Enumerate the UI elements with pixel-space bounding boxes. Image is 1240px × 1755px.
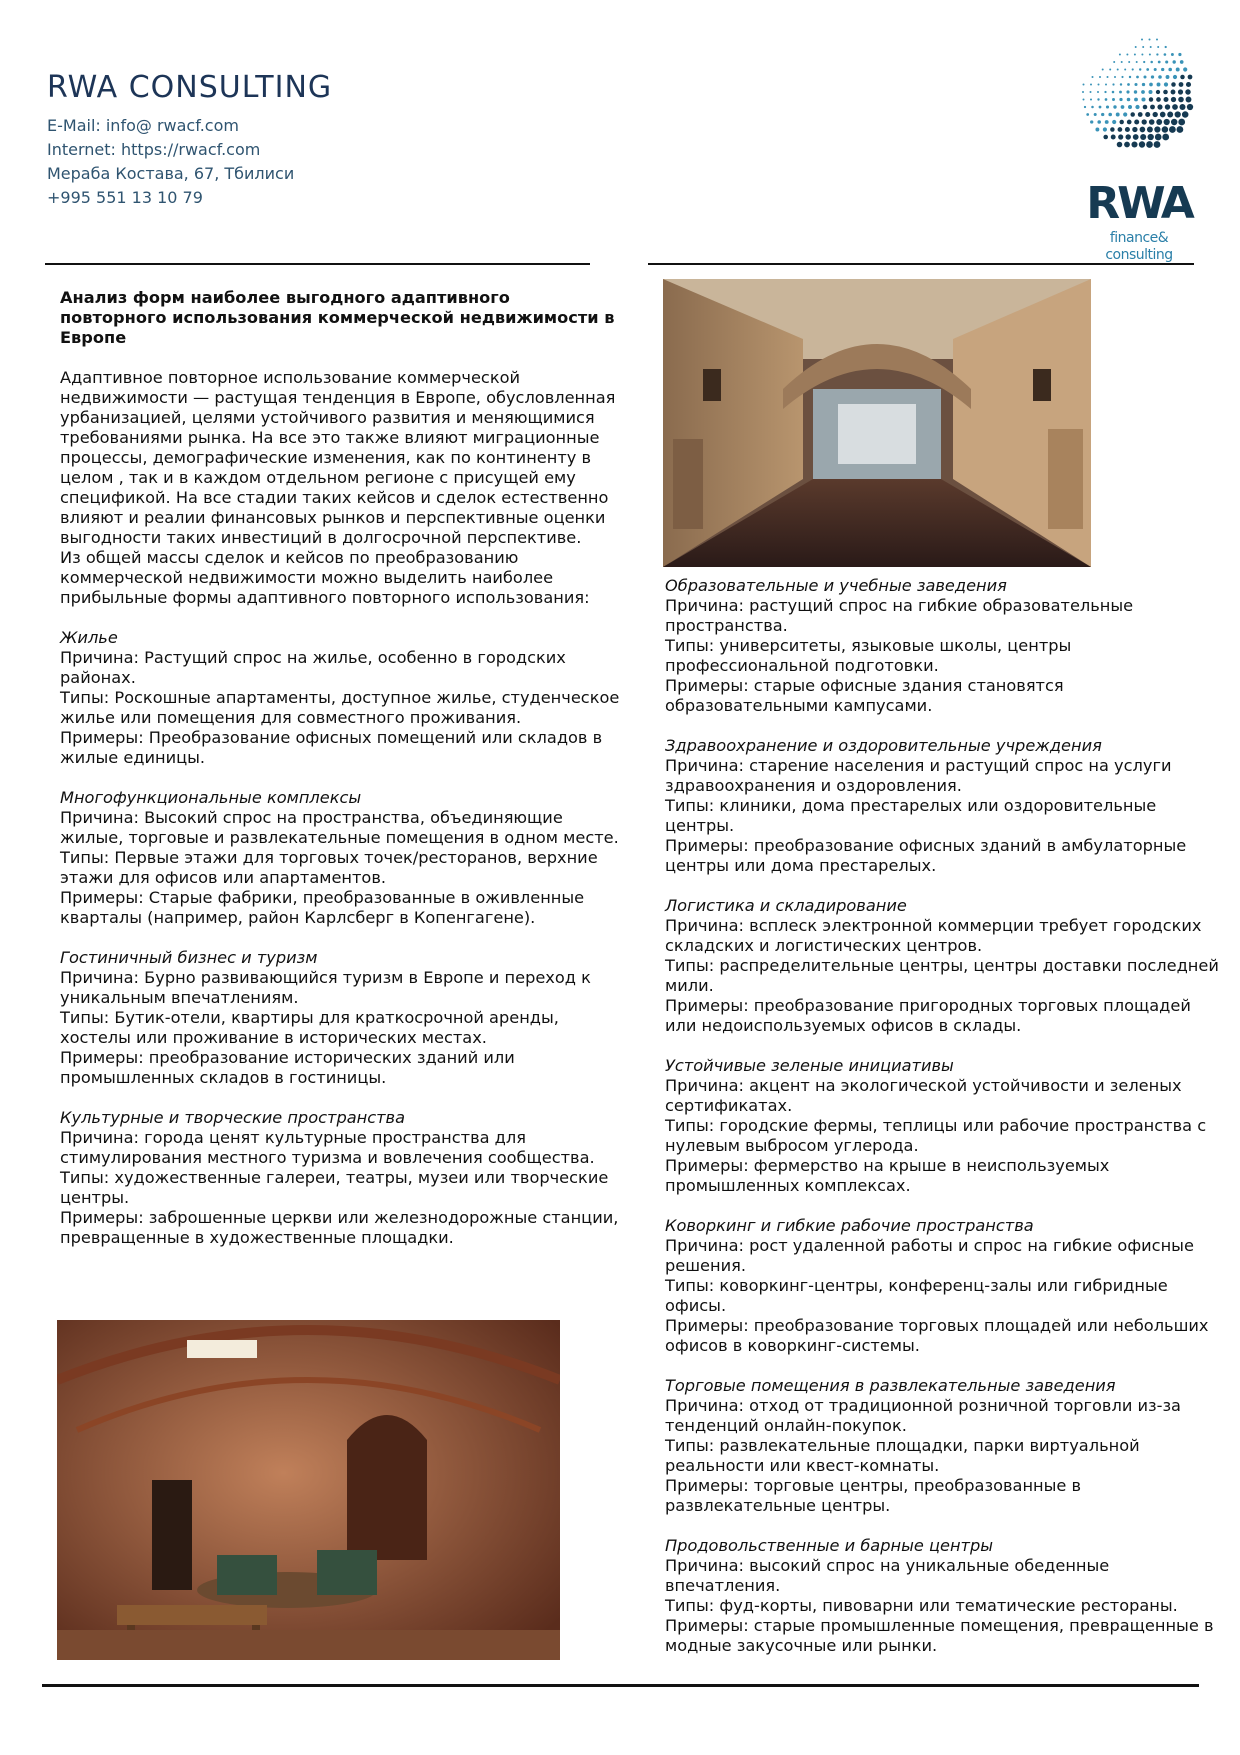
section-reason: Причина: растущий спрос на гибкие образовательные пространства.: [665, 596, 1134, 635]
section-types: Типы: городские фермы, теплицы или рабочие пространства с нулевым выбросом углерода.: [665, 1116, 1207, 1155]
section-hospitality: [60, 948, 620, 1088]
section-reason: Причина: старение населения и растущий спрос на услуги здравоохранения и оздоровления.: [665, 756, 1172, 795]
section-heading: Коворкинг и гибкие рабочие пространства: [665, 1216, 1034, 1235]
intro-paragraph-1: Адаптивное повторное использование коммерческой недвижимости — растущая тенденция в Европе, обусловленная урбанизацией, целями устойчивого развития и меняющимися требованиями рынка. На все это также влияют миграционные процессы, демографические изменения, как по континенту в целом , так и в каждом отдельном регионе с присущей ему спецификой. На все стадии таких кейсов и сделок естественно влияют и реалии финансовых рынков и перспективные оценки выгодности таких инвестиций в долгосрочной перспективе.: [60, 368, 616, 547]
section-reason: Причина: отход от традиционной розничной торговли из-за тенденций онлайн-покупок.: [665, 1396, 1181, 1435]
section-heading: Образовательные и учебные заведения: [665, 576, 1007, 595]
contact-phone: +995 551 13 10 79: [47, 188, 203, 207]
section-food: [665, 1536, 1225, 1656]
section-heading: Здравоохранение и оздоровительные учреждения: [665, 736, 1102, 755]
left-column: [60, 288, 620, 1248]
logo-mark: RWA: [1086, 178, 1192, 229]
footer-divider: [42, 1684, 1199, 1687]
section-housing: [60, 628, 620, 768]
section-heading: Логистика и складирование: [665, 896, 907, 915]
section-types: Типы: распределительные центры, центры доставки последней мили.: [665, 956, 1219, 995]
section-healthcare: [665, 736, 1225, 876]
section-reason: Причина: Растущий спрос на жилье, особенно в городских районах.: [60, 648, 566, 687]
dotted-globe-icon: [1080, 20, 1198, 170]
contact-address: Мераба Костава, 67, Тбилиси: [47, 164, 295, 183]
intro-paragraph-2: Из общей массы сделок и кейсов по преобразованию коммерческой недвижимости можно выделить наиболее прибыльные формы адаптивного повторного использования:: [60, 548, 590, 607]
section-reason: Причина: города ценят культурные пространства для стимулирования местного туризма и вовлечения сообщества.: [60, 1128, 595, 1167]
section-examples: Примеры: заброшенные церкви или железнодорожные станции, превращенные в художественные площадки.: [60, 1208, 619, 1247]
section-heading: Устойчивые зеленые инициативы: [665, 1056, 954, 1075]
section-green: [665, 1056, 1225, 1196]
company-name: RWA CONSULTING: [47, 70, 333, 105]
section-logistics: [665, 896, 1225, 1036]
contact-block: [47, 114, 294, 210]
company-logo: [1080, 20, 1198, 265]
section-entertainment: [665, 1376, 1225, 1516]
section-examples: Примеры: преобразование пригородных торговых площадей или недоиспользуемых офисов в склады.: [665, 996, 1191, 1035]
header-divider-right: [648, 263, 1194, 265]
section-heading: Многофункциональные комплексы: [60, 788, 362, 807]
section-examples: Примеры: старые промышленные помещения, превращенные в модные закусочные или рынки.: [665, 1616, 1214, 1655]
section-examples: Примеры: Преобразование офисных помещений или складов в жилые единицы.: [60, 728, 603, 767]
section-examples: Примеры: торговые центры, преобразованные в развлекательные центры.: [665, 1476, 1082, 1515]
section-examples: Примеры: Старые фабрики, преобразованные в оживленные кварталы (например, район Карлсберг в Копенгагене).: [60, 888, 585, 927]
contact-internet: Internet: https://rwacf.com: [47, 140, 261, 159]
section-reason: Причина: высокий спрос на уникальные обеденные впечатления.: [665, 1556, 1110, 1595]
section-types: Типы: художественные галереи, театры, музеи или творческие центры.: [60, 1168, 609, 1207]
section-heading: Культурные и творческие пространства: [60, 1108, 406, 1127]
section-reason: Причина: всплеск электронной коммерции требует городских складских и логистических центров.: [665, 916, 1202, 955]
section-examples: Примеры: преобразование исторических зданий или промышленных складов в гостиницы.: [60, 1048, 515, 1087]
section-heading: Торговые помещения в развлекательные заведения: [665, 1376, 1116, 1395]
section-heading: Жилье: [60, 628, 118, 647]
contact-email: E-Mail: info@ rwacf.com: [47, 116, 239, 135]
section-types: Типы: клиники, дома престарелых или оздоровительные центры.: [665, 796, 1157, 835]
section-cultural: [60, 1108, 620, 1248]
section-reason: Причина: рост удаленной работы и спрос на гибкие офисные решения.: [665, 1236, 1194, 1275]
section-reason: Причина: акцент на экологической устойчивости и зеленых сертификатах.: [665, 1076, 1182, 1115]
section-mixed-use: [60, 788, 620, 928]
header-divider-left: [45, 263, 590, 265]
arcade-photo: [663, 279, 1091, 567]
section-examples: Примеры: фермерство на крыше в неиспользуемых промышленных комплексах.: [665, 1156, 1110, 1195]
cellar-photo: [57, 1320, 560, 1660]
section-types: Типы: Роскошные апартаменты, доступное жилье, студенческое жилье или помещения для совместного проживания.: [60, 688, 620, 727]
section-examples: Примеры: преобразование торговых площадей или небольших офисов в коворкинг-системы.: [665, 1316, 1209, 1355]
section-education: [665, 576, 1225, 716]
section-types: Типы: развлекательные площадки, парки виртуальной реальности или квест-комнаты.: [665, 1436, 1140, 1475]
section-types: Типы: Первые этажи для торговых точек/ресторанов, верхние этажи для офисов или апартаментов.: [60, 848, 598, 887]
article-title: Анализ форм наиболее выгодного адаптивного повторного использования коммерческой недвижимости в Европе: [60, 288, 615, 347]
section-types: Типы: Бутик-отели, квартиры для краткосрочной аренды, хостелы или проживание в исторических местах.: [60, 1008, 559, 1047]
section-coworking: [665, 1216, 1225, 1356]
section-reason: Причина: Бурно развивающийся туризм в Европе и переход к уникальным впечатлениям.: [60, 968, 591, 1007]
section-heading: Продовольственные и барные центры: [665, 1536, 994, 1555]
right-column: [665, 576, 1225, 1656]
section-types: Типы: коворкинг-центры, конференц-залы или гибридные офисы.: [665, 1276, 1168, 1315]
section-examples: Примеры: преобразование офисных зданий в амбулаторные центры или дома престарелых.: [665, 836, 1187, 875]
logo-subtitle-line2: consulting: [1105, 247, 1173, 263]
logo-subtitle-line1: finance&: [1109, 230, 1169, 246]
section-types: Типы: университеты, языковые школы, центры профессиональной подготовки.: [665, 636, 1072, 675]
section-heading: Гостиничный бизнес и туризм: [60, 948, 318, 967]
section-types: Типы: фуд-корты, пивоварни или тематические рестораны.: [665, 1596, 1178, 1615]
section-reason: Причина: Высокий спрос на пространства, объединяющие жилые, торговые и развлекательные помещения в одном месте.: [60, 808, 619, 847]
section-examples: Примеры: старые офисные здания становятся образовательными кампусами.: [665, 676, 1064, 715]
